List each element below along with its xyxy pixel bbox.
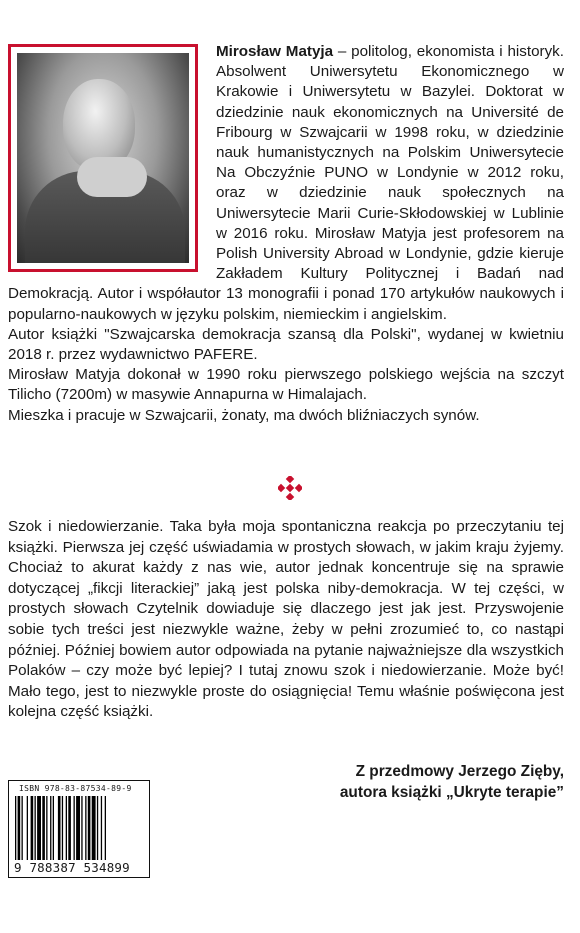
red-diamond-ornament-icon bbox=[278, 476, 302, 500]
author-bio bbox=[8, 42, 564, 426]
bio-book-note: Autor książki "Szwajcarska demokracja szansą dla Polski", wydanej w kwietniu 2018 r. przez wydawnictwo PAFERE. bbox=[8, 325, 564, 364]
author-name: Mirosław Matyja bbox=[216, 43, 334, 60]
attribution-line-1: Z przedmowy Jerzego Zięby, bbox=[355, 763, 564, 780]
bio-family-note: Mieszka i pracuje w Szwajcarii, żonaty, ma dwóch bliźniaczych synów. bbox=[8, 406, 480, 424]
barcode-bars bbox=[15, 796, 145, 866]
isbn-barcode bbox=[8, 780, 150, 878]
ean-digits: 9 788387 534899 bbox=[14, 860, 130, 875]
attribution-line-2: autora książki „Ukryte terapie” bbox=[339, 784, 564, 801]
review-attribution bbox=[234, 761, 564, 803]
bio-intro: – politolog, ekonomista i historyk. Absolwent Uniwersytetu Ekonomicznego w Krakowie i Uniwersytetu w Bazylei. Doktorat w dziedzinie nauk ekonomicznych na Université de Fribourg w Szwajcarii w 1998 roku, w dziedzinie nauk humanistycznych na Polskim Uniwersytecie Na Obczyźnie PUNO w Londynie w 2012 roku, oraz w dziedzinie nauk społecznych na Uniwersytecie Marii Curie-Skłodowskiej w Lublinie w 2016 roku. Mirosław Matyja jest profesorem na Polish University Abroad w Londynie, gdzie kieruje Zakładem Kultury Politycznej i Badań nad Demokracją. Autor i współautor 13 monografii i ponad 170 artykułów naukowych i popularno-naukowych w języku polskim, niemieckim i angielskim. bbox=[8, 43, 564, 323]
isbn-label: ISBN 978-83-87534-89-9 bbox=[19, 784, 132, 793]
bio-mountain-note: Mirosław Matyja dokonał w 1990 roku pierwszego polskiego wejścia na szczyt Tilicho (7200m) w masywie Annapurna w Himalajach. bbox=[8, 366, 564, 404]
review-text: Szok i niedowierzanie. Taka była moja spontaniczna reakcja po przeczytaniu tej książki. Pierwsza jej część uświadamia w prostych słowach, w jakim kraju żyjemy. Chociaż to akurat każdy z nas wie, autor jednak koncentruje się na sprawie dotyczącej „fikcji literackiej” jaką jest polska niby-demokracja. W tej części, w prostych słowach Czytelnik dowiaduje się dlaczego jest jak jest. Przyswojenie sobie tych treści jest niezwykle ważne, żeby w pełni zrozumieć to, co nastąpi później. Później bowiem autor odpowiada na pytanie najważniejsze dla wszystkich Polaków – czy może być lepiej? I tutaj znowu szok i niedowierzanie. Może być! Mało tego, jest to niezwykle proste do osiągnięcia! Temu właśnie poświęcona jest kolejna część książki. bbox=[8, 518, 564, 721]
